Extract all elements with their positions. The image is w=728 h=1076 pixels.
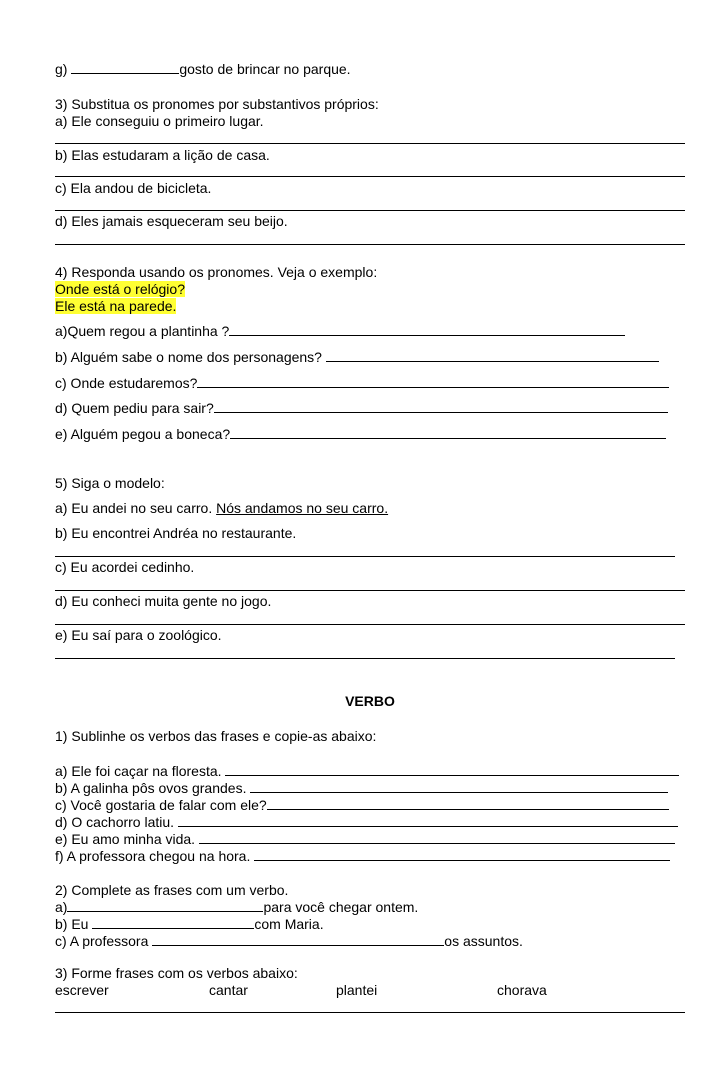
answer-blank[interactable] (199, 831, 675, 844)
s5-item-b: b) Eu encontrei Andréa no restaurante. (55, 525, 297, 541)
s4-item-b-text: b) Alguém sabe o nome dos personagens? (55, 349, 326, 365)
verbo-q1-e-text: e) Eu amo minha vida. (55, 831, 199, 847)
answer-line[interactable] (55, 556, 675, 557)
answer-blank[interactable] (92, 916, 254, 929)
s5-model-answer: Nós andamos no seu carro. (216, 500, 389, 516)
s3-item-c: c) Ela andou de bicicleta. (55, 180, 212, 196)
verbo-q1-a-text: a) Ele foi caçar na floresta. (55, 763, 226, 779)
verbo-q2-a (55, 899, 418, 916)
answer-blank[interactable] (225, 763, 679, 776)
answer-line[interactable] (55, 143, 685, 144)
verb-word: plantei (336, 982, 378, 998)
answer-blank[interactable] (67, 899, 263, 912)
answer-line[interactable] (55, 210, 685, 211)
verbo-q1-f (55, 848, 670, 865)
verbo-q2-c (55, 933, 523, 950)
s4-item-c-text: c) Onde estudaremos? (55, 375, 198, 391)
verbo-q2-a-text: para você chegar ontem. (263, 899, 419, 915)
s5-item-e: e) Eu saí para o zoológico. (55, 627, 222, 643)
s4-item-a-text: a)Quem regou a plantinha ? (55, 323, 230, 339)
answer-blank[interactable] (254, 848, 670, 861)
verbo-q2-b (55, 916, 324, 933)
verbo-q1-d-text: d) O cachorro latiu. (55, 814, 178, 830)
answer-line[interactable] (55, 590, 685, 591)
verbo-q1-b-text: b) A galinha pôs ovos grandes. (55, 780, 251, 796)
verbo-q1-b (55, 780, 668, 797)
answer-line[interactable] (55, 244, 685, 245)
verbo-q1-c (55, 797, 669, 814)
item-g-text: gosto de brincar no parque. (179, 61, 351, 77)
answer-blank[interactable] (197, 375, 669, 388)
section-5-title: 5) Siga o modelo: (55, 475, 165, 491)
verbo-q2-c-text: os assuntos. (444, 933, 523, 949)
answer-blank[interactable] (267, 797, 669, 810)
verbo-q1-c-text: c) Você gostaria de falar com ele? (55, 797, 267, 813)
answer-blank[interactable] (214, 400, 668, 413)
answer-line[interactable] (55, 176, 685, 177)
verbo-q2-a-prefix: a) (55, 899, 68, 915)
answer-blank[interactable] (152, 933, 444, 946)
s4-item-e (55, 426, 666, 443)
verbo-q2-title: 2) Complete as frases com um verbo. (55, 882, 289, 898)
verbo-q1-a (55, 763, 679, 780)
answer-line[interactable] (55, 624, 685, 625)
verbo-q1-f-text: f) A professora chegou na hora. (55, 848, 255, 864)
answer-line[interactable] (55, 658, 675, 659)
verb-word: cantar (209, 982, 248, 998)
example-answer: Ele está na parede. (55, 298, 177, 314)
s4-item-b (55, 349, 659, 366)
verbo-q3-title: 3) Forme frases com os verbos abaixo: (55, 965, 298, 981)
answer-blank[interactable] (326, 349, 659, 362)
s4-item-d-text: d) Quem pediu para sair? (55, 400, 214, 416)
verbo-q2-b-prefix: b) Eu (55, 916, 93, 932)
s5-item-a (55, 500, 388, 517)
verbo-q1-d (55, 814, 678, 831)
item-g (55, 61, 351, 78)
verbo-q2-c-prefix: c) A professora (55, 933, 153, 949)
verb-word: escrever (55, 982, 109, 998)
answer-line[interactable] (55, 1012, 685, 1013)
answer-blank[interactable] (71, 61, 179, 74)
verbo-heading: VERBO (345, 693, 395, 709)
s3-item-a: a) Ele conseguiu o primeiro lugar. (55, 113, 264, 129)
s5-item-a-text: a) Eu andei no seu carro. (55, 500, 217, 516)
answer-blank[interactable] (250, 780, 668, 793)
answer-blank[interactable] (178, 814, 678, 827)
answer-blank[interactable] (229, 323, 625, 336)
verbo-q1-title: 1) Sublinhe os verbos das frases e copie-as abaixo: (55, 728, 377, 744)
s4-item-a (55, 323, 625, 340)
verbo-q2-b-text: com Maria. (254, 916, 324, 932)
answer-blank[interactable] (230, 426, 666, 439)
verbo-q1-e (55, 831, 675, 848)
s5-item-d: d) Eu conheci muita gente no jogo. (55, 593, 272, 609)
s4-item-e-text: e) Alguém pegou a boneca? (55, 426, 231, 442)
s5-item-c: c) Eu acordei cedinho. (55, 559, 195, 575)
s4-item-c (55, 375, 669, 392)
item-g-prefix: g) (55, 61, 72, 77)
s4-item-d (55, 400, 668, 417)
example-question: Onde está o relógio? (55, 281, 185, 297)
verb-word: chorava (497, 982, 547, 998)
s3-item-b: b) Elas estudaram a lição de casa. (55, 147, 270, 163)
section-3-title: 3) Substitua os pronomes por substantivos próprios: (55, 96, 379, 112)
section-4-title: 4) Responda usando os pronomes. Veja o exemplo: (55, 264, 378, 280)
s3-item-d: d) Eles jamais esqueceram seu beijo. (55, 213, 288, 229)
